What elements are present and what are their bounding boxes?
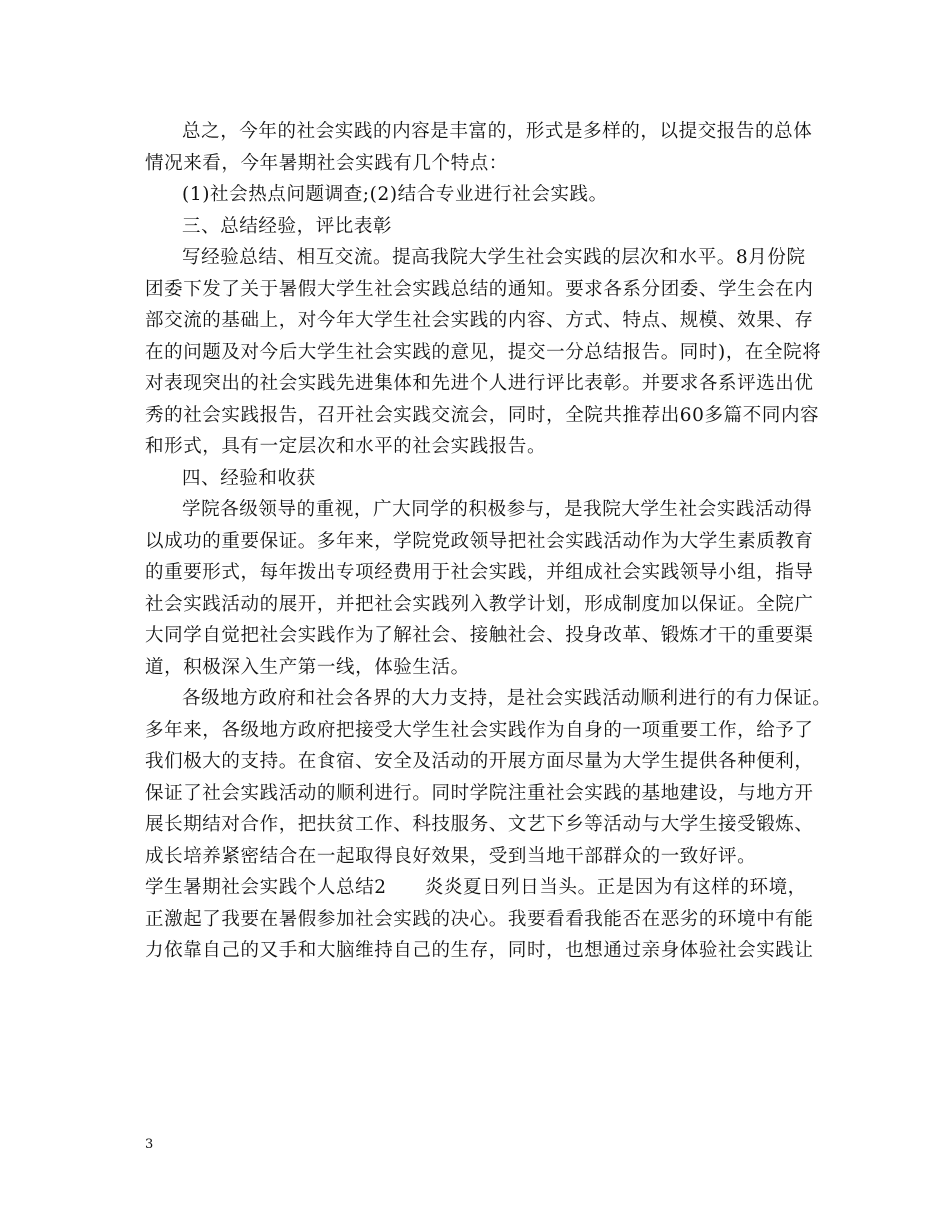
page-number: 3 [145,1137,154,1152]
paragraph-line: 和形式，具有一定层次和水平的社会实践报告。 [145,436,547,457]
paragraph-line: 团委下发了关于暑假大学生社会实践总结的通知。要求各系分团委、学生会在内 [145,278,814,300]
paragraph-line: 我们极大的支持。在食宿、安全及活动的开展方面尽量为大学生提供各种便利， [145,751,814,772]
paragraph-line: 成长培养紧密结合在一起取得良好效果，受到当地干部群众的一致好评。 [145,845,757,867]
section-heading: 三、总结经验，评比表彰 [182,215,393,237]
paragraph-line: 对表现突出的社会实践先进集体和先进个人进行评比表彰。并要求各系评选出优 [145,373,814,394]
paragraph-line: 情况来看，今年暑期社会实践有几个特点： [145,152,508,174]
paragraph-line: 秀的社会实践报告，召开社会实践交流会，同时，全院共推荐出60多篇不同内容 [145,404,820,426]
section-heading: 四、经验和收获 [182,467,316,489]
paragraph-line: 力依靠自己的又手和大脑维持自己的生存，同时，也想通过亲身体验社会实践让 [145,940,814,961]
paragraph-line: (1)社会热点问题调查;(2)结合专业进行社会实践。 [182,184,608,205]
paragraph-line: 学院各级领导的重视，广大同学的积极参与，是我院大学生社会实践活动得 [182,499,813,520]
paragraph-line: 社会实践活动的展开，并把社会实践列入教学计划，形成制度加以保证。全院广 [145,593,814,615]
paragraph-line: 正激起了我要在暑假参加社会实践的决心。我要看看我能否在恶劣的环境中有能 [145,908,814,930]
paragraph-line: 部交流的基础上，对今年大学生社会实践的内容、方式、特点、规模、效果、存 [145,310,814,331]
document-body [145,116,832,967]
paragraph-line: 以成功的重要保证。多年来，学院党政领导把社会实践活动作为大学生素质教育 [145,530,814,552]
paragraph-line: 展长期结对合作，把扶贫工作、科技服务、文艺下乡等活动与大学生接受锻炼、 [145,814,814,835]
paragraph-line: 大同学自觉把社会实践作为了解社会、接触社会、投身改革、锻炼才干的重要渠 [145,625,814,646]
paragraph-line: 各级地方政府和社会各界的大力支持，是社会实践活动顺利进行的有力保证。 [182,688,832,709]
paragraph-line: 写经验总结、相互交流。提高我院大学生社会实践的层次和水平。8月份院 [182,247,806,268]
paragraph-line: 保证了社会实践活动的顺利进行。同时学院注重社会实践的基地建设，与地方开 [145,782,814,804]
paragraph-line: 总之，今年的社会实践的内容是丰富的，形式是多样的，以提交报告的总体 [182,121,813,142]
paragraph-line: 多年来，各级地方政府把接受大学生社会实践作为自身的一项重要工作，给予了 [145,719,814,741]
paragraph-line: 道，积极深入生产第一线，体验生活。 [145,656,470,678]
paragraph-line: 的重要形式，每年拨出专项经费用于社会实践，并组成社会实践领导小组，指导 [145,562,814,583]
paragraph-line: 学生暑期社会实践个人总结2 炎炎夏日列日当头。正是因为有这样的环境， [145,877,807,898]
paragraph-line: 在的问题及对今后大学生社会实践的意见，提交一分总结报告。同时)，在全院将 [145,341,822,363]
